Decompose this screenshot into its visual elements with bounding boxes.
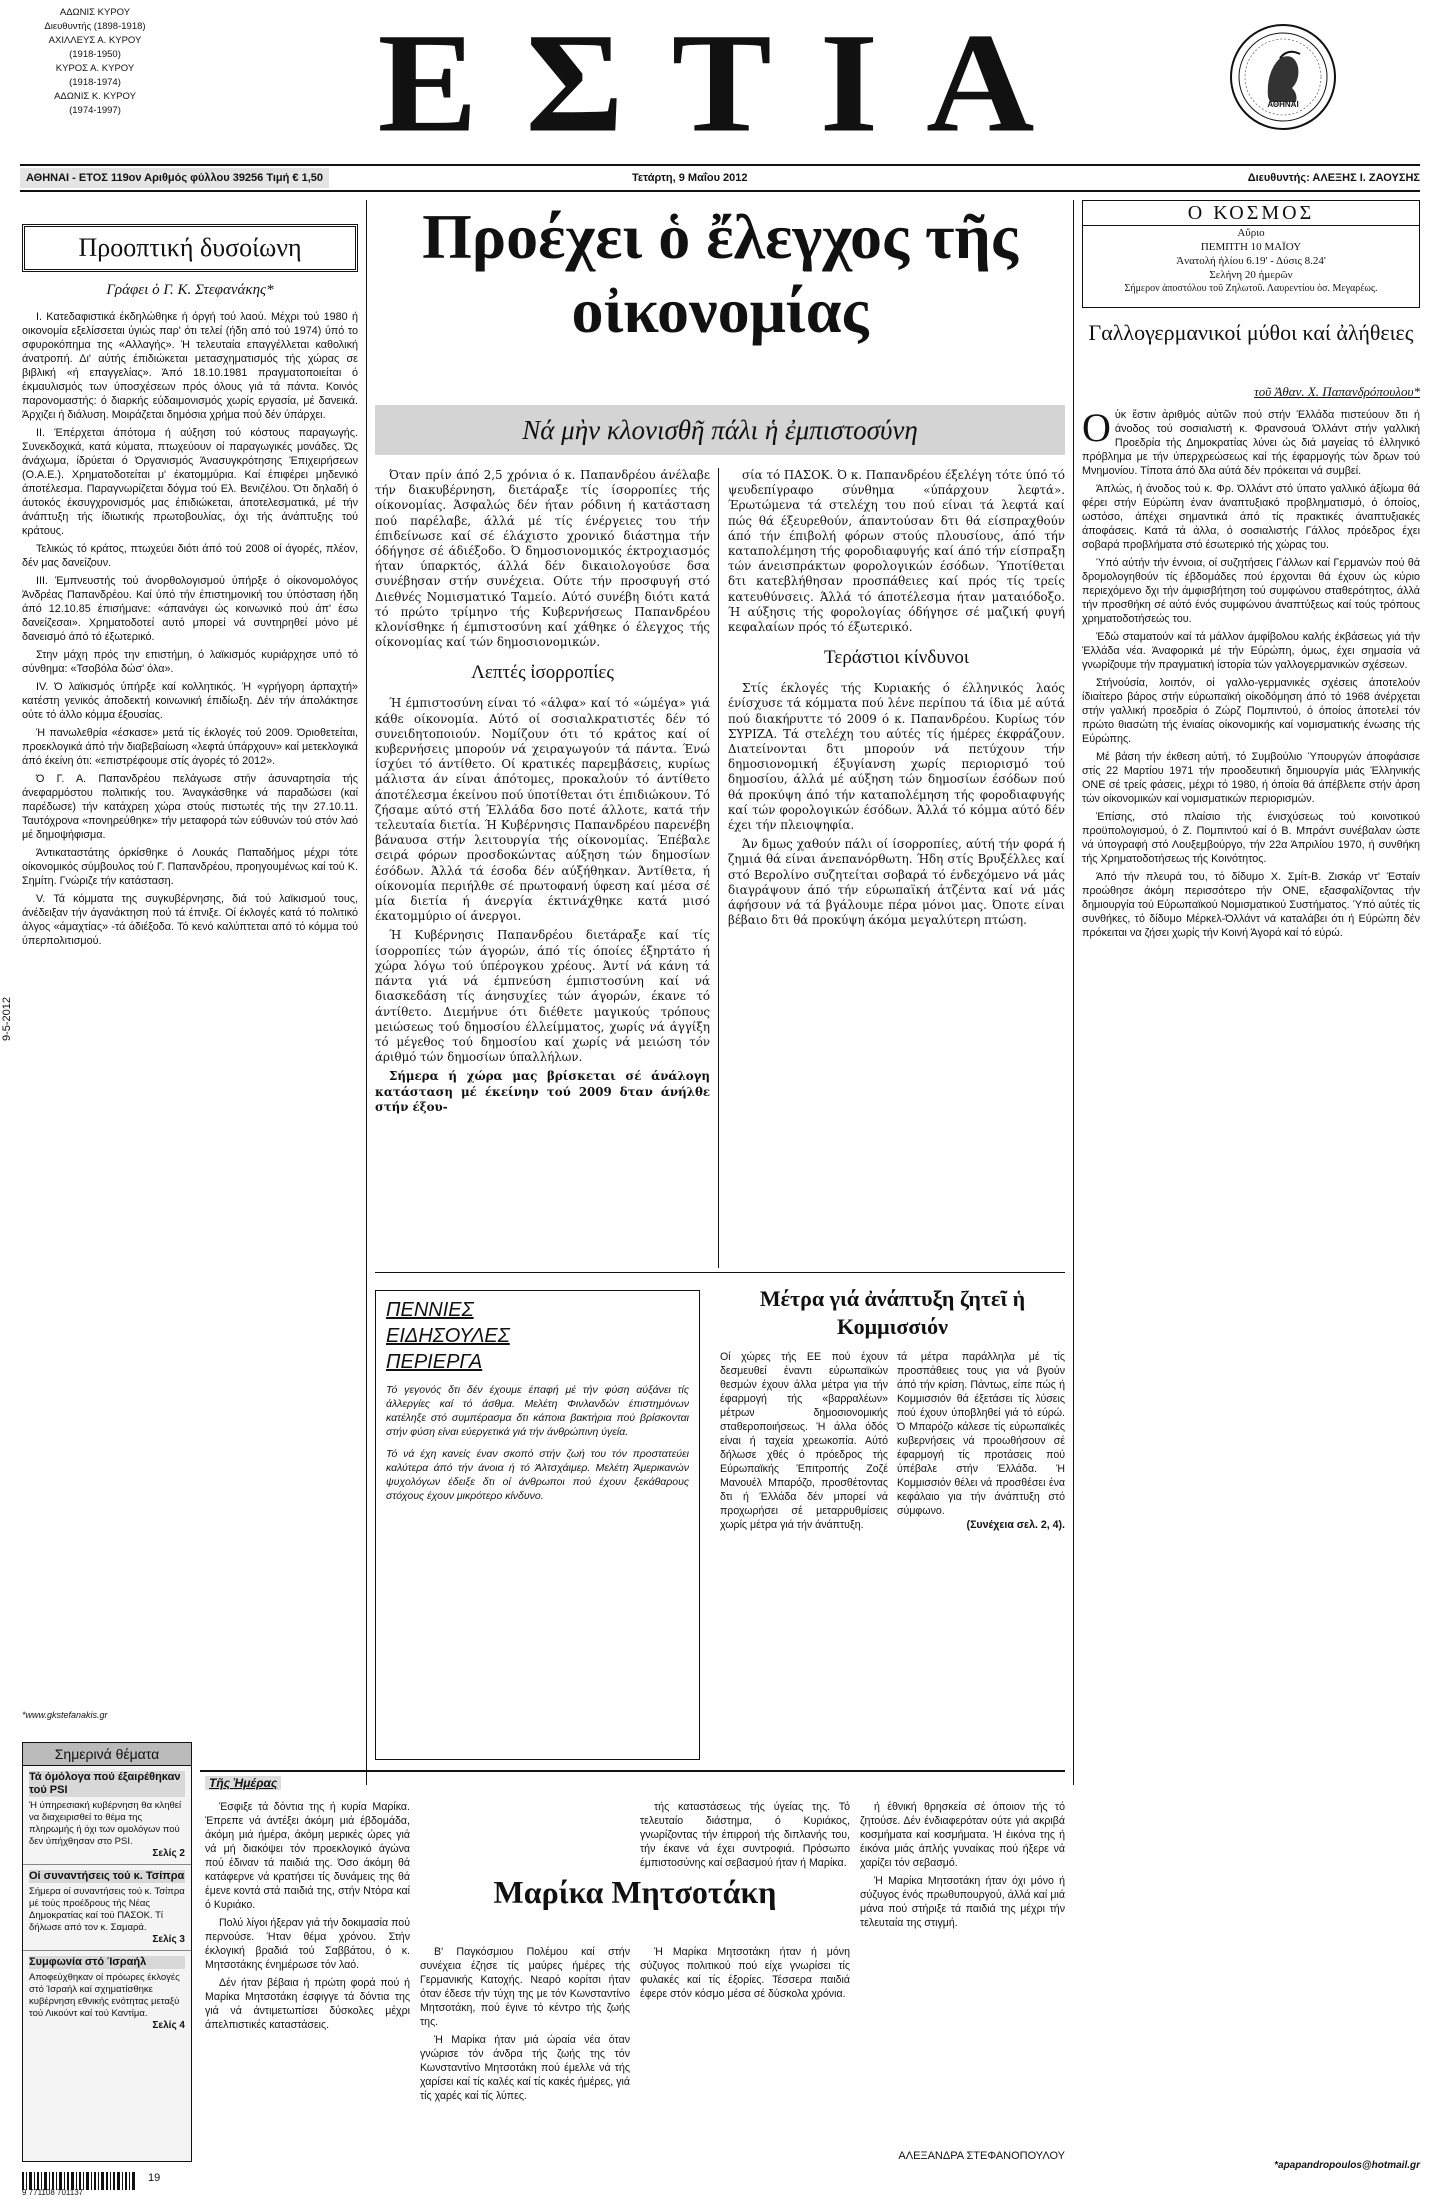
founder-line: ΚΥΡΟΣ Α. ΚΥΡΟΥ <box>55 63 135 74</box>
paragraph: Έσφιξε τά δόντια της ή κυρία Μαρίκα. Έπρεπε νά άντέξει άκόμη μιά έβδομάδα, άκόμη μιά ήμέρα, άκόμη μερικές ώρες γιά νά μή διακόψει τόν προεκλογικό άγώνα πού έδιναν τά παιδιά της. Όσο άκόμη θά κατάφερνε νά κρατήσει τίς δυνάμεις της θά έμενε κοντά στά παιδιά της, στήν Ντόρα καί ό Κυριάκο. <box>205 1801 410 1911</box>
imeras-label: Τῆς Ἡμέρας <box>205 1776 281 1790</box>
left-column-footnote: *www.gkstefanakis.gr <box>22 1710 108 1720</box>
contents-box <box>22 1742 192 2162</box>
founder-line: (1918-1974) <box>69 77 121 88</box>
paragraph: Ή Μαρίκα Μητσοτάκη ήταν ή μόνη σύζυγος πολιτικού πού είχε γνωρίσει τίς φυλακές καί τίς έξορίες. Τέσσερα παιδιά έφερε στόν κόσμο μέσα σέ δύσκολα χρόνια. <box>640 1946 850 2000</box>
paragraph: V. Τά κόμματα της συγκυβέρνησης, διά τού λαϊκισμού τους, άνέδειξαν τήν άγανάκτηση πού τά έπνιξε. Οί έκλογές κατά τό πολιτικό άλγος «άμαχτίας» -τά άδιέξοδα. Τό κενό καλύπτεται από τό κόμμα τού ύπερπολιτισμού. <box>22 893 358 947</box>
left-column-byline: Γράφει ὁ Γ. Κ. Στεφανάκης* <box>106 282 274 298</box>
paragraph: Στην μάχη πρός την επιστήμη, ό λαϊκισμός κυριάρχησε υπό τό σύνθημα: «Τσοβόλα δώσ' όλα». <box>22 649 358 675</box>
left-column-body <box>22 310 358 1695</box>
paragraph: ὑκ ἔστιν ἀριθμός αὐτῶν πού στήν Έλλάδα πιστεύουν δτι ή άνοδος τού σοσιαλιστή κ. Φρανσουά Όλλάντ στήν γαλλική Προεδρία τής Δημοκρατίας λύνει ώς διά μαγείας τό έλληνικό πρόβλημα με τήν ύπερχρεώσεως καί τής έφαρμογής τών δρων τού Μνημονίου. Τίποτα άπό δλα αύτά δέν πρόκειται νά συμβεί. <box>1082 409 1420 477</box>
imeras-signature: ΑΛΕΞΑΝΔΡΑ ΣΤΕΦΑΝΟΠΟΥΛΟΥ <box>898 2150 1065 2162</box>
imeras-column-4 <box>860 1800 1065 2145</box>
paragraph: Ή Κυβέρνησις Παπανδρέου διετάραξε καί τίς ίσορροπίες τών άγορών, άπό τίς όποίες έξηρτάτο ή χώρα λόγω τού ύπέρογκου χρέους. Άντί νά κάνη τά πάντα γιά νά έμπνεύση έμπιστοσύνη καί νά διασκεδάση τίς άνησυχίες τών άγορών, έκανε τό άντίθετο. Διεμήνυε ότι διέθετε μαγικούς τρόπους μειώσεως τού δημοσίου έλλείμματος, χωρίς νά άγγίξη τό μέγεθος τού δημοσίου καί χωρίς νά μειώση τόν άριθμό τών δημοσίων ύπαλλήλων. <box>375 928 710 1065</box>
paragraph: τής καταστάσεως τής ύγείας της. Τό τελευταίο διάστημα, ό Κυριάκος, γνωρίζοντας τήν έπιρροή τής διπλανής του, τήν έκανε νά έχει συντροφιά. Πρόσωπο έμπιστοσύνης καί σεβασμού ήταν ή Μαρίκα. <box>640 1801 850 1869</box>
paragraph: Τελικώς τό κράτος, πτωχεύει διότι άπό τού 2008 οί άγορές, πλέον, δέν μας δανείζουν. <box>22 543 358 569</box>
paragraph: Άπλώς, ή άνοδος τού κ. Φρ. Όλλάντ στό ύπατο γαλλικό άξίωμα θά φέρει στήν Εύρώπη έναν άναπτυξιακό προβληματισμό, ό όποίος, ωστόσο, άπέχει σημαντικά άπό τίς πρακτικές άναπτυξιακές άποφάσεις. Κατά τά άλλα, ό σοσιαλιστής Γάλλος πρόεδρος έχει σοβαρά προβλήματα στό έσωτερικό τής χώρας του. <box>1082 483 1420 551</box>
kosmos-line: Σελήνη 20 ἡμερῶν <box>1209 269 1293 281</box>
newspaper-title: ΕΣΤΙΑ <box>377 4 1083 162</box>
paragraph: Β' Παγκόσμιου Πολέμου καί στήν συνέχεια έζησε τίς μαύρες ήμέρες τής Γερμανικής Κατοχής. Νεαρό κορίτσι ήταν όταν έδεσε τήν τύχη της με τόν Κωνσταντίνο Μητσοτάκη, πού έγινε τό κέντρο τής ζωής της. <box>420 1946 630 2028</box>
contents-item-page: Σελίς 3 <box>152 1934 185 1945</box>
director-name: Διευθυντής: ΑΛΕΞΗΣ Ι. ΖΑΟΥΣΗΣ <box>1247 172 1420 184</box>
pennies-title-line: ΕΙΔΗΣΟΥΛΕΣ <box>386 1325 510 1347</box>
imeras-top-rule <box>200 1770 1065 1772</box>
masthead-rule <box>20 164 1420 166</box>
paragraph: Στήνούσία, λοιπόν, οί γαλλο-γερμανικές σχέσεις άποτελούν ίδιαίτερο βάρος στήν εύρωπαϊκή οίκοδόμηση άπό τό 1968 άνέρχεται στήν γαλλική προεδρία ό Ζώρζ Πομπιντού, ό όποίος άποτελεί τόν πρώτο θιασώτη τής ένιαίας οίκονομικής καί νομισματικής ένωσης τής Εύρώπης. <box>1082 677 1420 745</box>
imeras-column-2 <box>420 1945 630 2195</box>
kosmos-line: Σήμερον ἀποστόλου τοῦ Ζηλωτοῦ. Λαυρεντίου ὁσ. Μεγαρέως. <box>1124 283 1378 294</box>
kosmos-box <box>1082 200 1420 308</box>
paragraph: Όταν πρίν άπό 2,5 χρόνια ό κ. Παπανδρέου άνέλαβε τήν διακυβέρνηση, διετάραξε τίς ίσορροπίες τής οίκονομίας. Άσφαλώς δέν ήταν ρόδινη ή κατάσταση πού παρέλαβε, άλλά μέ τίς ένέργειες του τήν έπιδείνωσε καί σέ έλάχιστο χρονικό διάστημα τήν όδήγησε σέ άδιέξοδο. Ό δημοσιονομικός έκτροχιασμός ήταν ύπαρκτός, άλλά δέν δικαιολογούσε δσα συνέβησαν στήν συνέχεια. Ούτε τήν προσφυγή στό Διεθνές Νομισματικό Ταμείο. Αύτό συνέβη διότι κατά τό πρώτο τρίμηνο τής Κυβερνήσεως Παπανδρέου κλονίσθηκε ή έμπιστοσύνη καί χάθηκε ό έλεγχος τής οίκονομίας καί τών δημοσιονομικών. <box>375 468 710 650</box>
founder-line: (1974-1997) <box>69 105 121 116</box>
contents-item-text: Ή ύπηρεσιακή κυβέρνηση θα κληθεί να διαχειρισθεί το θέμα της πληρωμής ή όχι των ομολόγων πού δεν ύπήχθησαν στο PSI. <box>29 1800 182 1847</box>
contents-item[interactable] <box>23 1865 191 1951</box>
paragraph: Στίς έκλογές τής Κυριακής ό έλληνικός λαός ένίσχυσε τά κόμματα πού λένε περίπου τά ίδια μέ αύτά πού διακήρυττε τό 2009 ό κ. Παπανδρέου. Κυρίως τόν ΣΥΡΙΖΑ. Τά στελέχη του αύτές τίς ήμέρες έκφράζουν. Διατείνονται δτι μπορούν νά πετύχουν τήν δημοσιονομική έξυγίανση χωρίς περιορισμό τού δημοσίου, άλλά μέ αύξηση τών δημοσίων έσόδων πού θά προκύψη άπό τήν καταπολέμηση τής φοροδιαφυγής καί τών φορολογικών έσόδων. Άλλά τό κόμμα αύτό δέν έχει τήν πλειοψηφία. <box>728 681 1065 833</box>
contents-item-text: Αποφεύχθηκαν οί πρόωρες έκλογές στό Ίσραήλ καί σχηματίσθηκε κυβέρνηση εθνικής ενότητας μεταξύ τού Λικούντ καί τού Καντίμα. <box>29 1972 180 2019</box>
founder-line: ΑΧΙΛΛΕΥΣ Α. ΚΥΡΟΥ <box>48 35 142 46</box>
lead-bottom-rule <box>375 1272 1065 1273</box>
kosmos-line: Ἀνατολή ἡλίου 6.19' - Δύσις 8.24' <box>1176 255 1326 267</box>
founder-line: Διευθυντής (1898-1918) <box>44 21 146 32</box>
issue-date: Τετάρτη, 9 Μαΐου 2012 <box>632 172 748 184</box>
right-column-byline: τοῦ Ἀθαν. Χ. Παπανδρόπουλου* <box>1254 384 1420 399</box>
paragraph: Δέν ήταν βέβαια ή πρώτη φορά πού ή Μαρίκα Μητσοτάκη έσφιγγε τά δόντια της γιά νά άντιμετωπίσει δύσκολες μέχρι άπελπιστικές καταστάσεις. <box>205 1977 410 2031</box>
paragraph: Σήμερα ή χώρα μας βρίσκεται σέ άνάλογη κατάσταση μέ έκείνην τού 2009 δταν άνήλθε στήν έξου- <box>375 1069 710 1114</box>
right-column-body <box>1082 405 1420 2153</box>
lead-headline: Προέχει ὁ ἔλεγχος τῆς οἰκονομίας <box>422 201 1018 346</box>
column-divider <box>366 200 367 1785</box>
imeras-column-3 <box>640 1800 850 1869</box>
paragraph: Άν δμως χαθούν πάλι οί ίσορροπίες, αύτή τήν φορά ή ζημιά θά είναι άνεπανόρθωτη. Ήδη στίς Βρυξέλλες καί στό Βερολίνο συζητείται σοβαρά τό ένδεχόμενο νά μάς διαγράψουν άπό τήν εύρωπαϊκή άτζέντα καί νά μάς άφήσουν νά τά βγάλουμε πέρα μόνοι μας. Όποτε είναι βέβαιο δτι θά προκύψη άκόμα μεγαλύτερη πτώση. <box>728 837 1065 928</box>
lead-subtitle-2: Τεράστιοι κίνδυνοι <box>824 647 969 669</box>
contents-item[interactable] <box>23 1766 191 1865</box>
imeras-title: Μαρίκα Μητσοτάκη <box>493 1874 777 1910</box>
pennies-item: Τό νά έχη κανείς έναν σκοπό στήν ζωή του τόν προστατεύει καλύτερα άπό τήν άνοια ή τό Άλτσχάιμερ. Μελέτη Άμερικανών ψυχολόγων έδειξε δτι οί άνθρωποι πού έχουν ξεκάθαρους στόχους έχουν μικρότερο κίνδυνο. <box>386 1448 689 1502</box>
kosmos-title: Ο ΚΟΣΜΟΣ <box>1083 201 1419 226</box>
paragraph: Ή έμπιστοσύνη είναι τό «άλφα» καί τό «ώμέγα» γιά κάθε οίκονομία. Αύτό οί σοσιαλκρατιστές δέν τό συνειδητοποιούν. Νομίζουν ότι τό κράτος καί οί κυβερνήσεις μπορούν νά χειραγωγούν τά πάντα. Ένώ ίσχύει τό άντίθετο. Οί κρατικές παρεμβάσεις, κυρίως μάλιστα άν είναι άπότομες, προκαλούν τό άντίθετο άποτέλεσμα έκείνου πού ύποτίθεται ότι έπιδιώκουν. Τό ζήσαμε αύτό στή Έλλάδα δσο ποτέ άλλοτε, κατά τήν τελευταία διετία. Ή Κυβέρνησις Παπανδρέου παρενέβη βάναυσα στήν λειτουργία τής οίκονομίας. Έπέβαλε σειρά φόρων προσδοκώντας αύξηση τών δημοσίων έσόδων. Άλλά τά έσοδα δέν αύξήθηκαν. Άντίθετα, ή οίκονομία περιήλθε σέ πρωτοφανή ύφεση καί μέσα σέ μία διετία ή άνεργία έκτινάχθηκε κατά μισό έκατομμύριο οί άνεργοι. <box>375 696 710 924</box>
metra-ref: (Συνέχεια σελ. 2, 4). <box>966 1519 1065 1531</box>
contents-item[interactable] <box>23 1951 191 2036</box>
right-column-title: Γαλλογερμανικοί μύθοι καί ἀλήθειες <box>1088 320 1414 345</box>
paragraph: Άντικαταστάτης όρκίσθηκε ό Λουκάς Παπαδήμος μέχρι τότε οίκονομικός σύμβουλος τού Γ. Παπανδρέου, προηγουμένως καί τού Κ. Σημίτη. Γνώριζε τήν κατάσταση. <box>22 847 358 887</box>
lead-subtitle-1: Λεπτές ἰσορροπίες <box>471 662 614 684</box>
barcode-issue: 19 <box>148 2172 161 2184</box>
paragraph: Ό Γ. Α. Παπανδρέου πελάγωσε στήν άσυναρτησία τής άνεφαρμόστου πολιτικής του. Άναγκάσθηκε νά παραδώσει (καί παρέδωσε) τήν κατάχρεη χώρα στούς πιστωτές τής την 27.10.11. Ταυτόχρονα «πονηρεύθηκε» τήν μεταφορά τών εύθυνών τού στόν λαό μέ δημοψήφισμα. <box>22 773 358 841</box>
lead-column-2 <box>728 468 1065 1258</box>
paragraph: Άπό τήν πλευρά του, τό δίδυμο Χ. Σμίτ-Β. Ζισκάρ ντ' Έσταίν προώθησε άκόμη περισσότερο τήν ΟΝΕ, εξασφαλίζοντας τήν δημιουργία τού Εύρωπαϊκού Νομισματικού Συστήματος. Ύπό αύτές τίς συνθήκες, τό δίδυμο Μέρκελ-Όλλάντ νά καταλάβει ότι ή Εύρώπη δέν πρόκειται να ζήσει χωρίς τήν Κοινή Άγορά καί τό εύρώ. <box>1082 871 1420 939</box>
contents-item-page: Σελίς 2 <box>152 1848 185 1859</box>
founder-line: ΑΔΩΝΙΣ Κ. ΚΥΡΟΥ <box>54 91 136 102</box>
paragraph: Ή Μαρίκα ήταν μιά ώραία νέα όταν γνώρισε τόν άνδρα τής ζωής της τόν Κωνσταντίνο Μητσοτάκη πού έμελλε νά τής χαρίσει καί τίς καλές καί τίς κακές ήμέρες, γιά τίς χαρές καί τίς λύπες. <box>420 2034 630 2102</box>
lead-subhead-box <box>375 405 1065 455</box>
lead-divider <box>718 468 719 1268</box>
metra-title: Μέτρα γιά ἀνάπτυξη ζητεῖ ἡ Κομμισσιόν <box>759 1286 1026 1339</box>
paragraph: Μέ βάση τήν έκθεση αύτή, τό Συμβούλιο Ύπουργών άποφάσισε στίς 22 Μαρτίου 1971 τήν προοδευτική δημιουργία μιάς Έλληνικής ΟΝΕ σέ τρείς φάσεις, μέχρι τό 1980, ή όποία θά άπέβλεπε στήν άρση τών οίκονομικών καί νομισματικών περιορισμών. <box>1082 751 1420 805</box>
metra-column-2 <box>897 1350 1065 1770</box>
founders-list <box>20 6 170 118</box>
contents-item-text: Σήμερα οί συναντήσεις τού κ. Τσίπρα μέ τούς προέδρους τής Νέας Δημοκρατίας καί τού ΠΑΣΟΚ. Τί δήλωσε από τον κ. Σαμαρά. <box>29 1886 185 1933</box>
seal-text: ΑΘΗΝΑΙ <box>1267 100 1299 109</box>
side-date: 9-5-2012 <box>1 996 13 1041</box>
contents-item-head: Οί συναντήσεις τού κ. Τσίπρα <box>29 1870 185 1882</box>
paragraph: II. Έπέρχεται άπότομα ή αύξηση τού κόστους παραγωγής. Συνεκδοχικά, κατά κύματα, πτωχεύουν οί παραγωγικές μονάδες. Ώς άνάχωμα, ίδρύεται ό Όργανισμός Άνασυγκρότησης Έπιχειρήσεων (Ο.Α.Ε.). Χρηματοδοτείται μ' έκατομμύρια. Καί έπιφέρει μηδενικό άποτέλεσμα. Παραγνωρίζεται δόγμα τού Ελ. Βενιζέλου. Ότι δηλαδή ό άυτοκός έκσυγχρονισμός μας έπιδιώκεται, άποτελεσματικά, μέ τήν άνάπτυξη τής ίδιωτικής πρωτοβουλίας, όχι τής άνάπτυξης τού κράτους. <box>22 427 358 537</box>
paragraph: III. Έμπνευστής τού άνορθολογισμού ύπήρξε ό οίκονομολόγος Άνδρέας Παπανδρέου. Καί ύπό τήν έπιστημονική του ύπόσταση ήδη άπό 12.10.85 έπισήμανε: «άπανάγει ώς κοινωνικό πού άπ' έσω δανείζεσαι». Χρηματοδοτεί αυτό μπορεί νά συντηρηθεί μόνο μέ δανεισμό άπό τό έξωτερικό. <box>22 575 358 643</box>
metra-column-1: Οί χώρες τής ΕΕ πού έχουν δεσμευθεί έναντι εύρωπαϊκών θεσμών έχουν άλλα μέτρα για τήν έφαρμογή τής «βαρραλέων» μέτρων δημοσιονομικής σταθεροποιήσεως. Ή άλλα όδός είναι ή ταχεία χρεωκοπία. Αύτό δήλωσε χθές ό πρόεδρος τής Εύρωπαϊκής Έπιτροπής Ζοζέ Μανουέλ Μπαρόζο, προσθέτοντας δτι ή Έλλάδα δέν μπορεί νά προχωρήσει σέ μεταρρυθμίσεις χωρίς μέτρα γιά τήν άνάπτυξη. <box>720 1351 888 1531</box>
paragraph: Έδώ σταματούν καί τά μάλλον άμφίβολου καλής έκβάσεως γιά τήν Έλλάδα νέα. Άναφορικά μέ τήν Εύρώπη, όμως, έχει σημασία νά γνωρίζουμε τήν πραγματική ίστορία τών γαλλογερμανικών σχέσεων. <box>1082 631 1420 671</box>
paragraph: σία τό ΠΑΣΟΚ. Ό κ. Παπανδρέου έξελέγη τότε ύπό τό ψευδεπίγραφο σύνθημα «ύπάρχουν λεφτά». Έρωτώμενα τά στελέχη του πού είναι τά λεφτά καί πώς θά έξευρεθούν, άπαντούσαν δτι θά είσπραχθούν άπό τήν έπιβολή φόρων στούς πλουσίους, άπό τήν καταπολέμηση τής φοροδιαφυγής καί άπό τήν είσπραξη τών άνεισπράκτων φορολογικών έσόδων. Ύποτίθεται δτι κατεβλήθησαν προσπάθειες καί πρός τίς τρείς κατευθύνσεις. Άλλά τό άποτέλεσμα ήταν ματαιόδοξο. Ή αύξησις τής φορολογίας όδήγησε σέ μαζική φυγή κεφαλαίων πρός τό έξωτερικό. <box>728 468 1065 635</box>
kosmos-line: Αὔριο <box>1237 227 1265 239</box>
kosmos-line: ΠΕΜΠΤΗ 10 ΜΑΪΟΥ <box>1200 241 1302 253</box>
column-divider <box>1073 200 1074 1785</box>
pennies-item: Τό γεγονός δτι δέν έχουμε έπαφή μέ τήν φύση αύξάνει τίς άλλεργίες καί τό άσθμα. Μελέτη Φινλανδών έπιστημόνων κατέληξε στό συμπέρασμα δτι κάποια βακτήρια πού βρίσκονται στήν φύση είναι εύεργετικά γιά τήν άνθρώπινη ύγεία. <box>386 1384 689 1438</box>
paragraph: Ή Μαρίκα Μητσοτάκη ήταν όχι μόνο ή σύζυγος ένός πρωθυπουργού, άλλά καί μιά μάνα πού στήριξε τά παιδιά της μέχρι τήν τελευταία της στιγμή. <box>860 1875 1065 1929</box>
founder-line: ΑΔΩΝΙΣ ΚΥΡΟΥ <box>59 7 131 18</box>
imeras-column-1 <box>205 1800 410 2190</box>
barcode <box>22 2172 192 2196</box>
lead-subhead: Νά μὴν κλονισθῆ πάλι ἡ ἐμπιστοσύνη <box>522 415 918 445</box>
imeras-column-3b <box>640 1945 850 2195</box>
pennies-title-line: ΠΕΡΙΕΡΓΑ <box>386 1351 483 1373</box>
lead-column-1 <box>375 468 710 1268</box>
paragraph: IV. Ό λαϊκισμός ύπήρξε καί κολλητικός. Ή «γρήγορη άρπαχτή» κατέστη γενικός άποδεκτή κοινωνική έπιδίωξη. Δέν τήν άπολάκτησε oύτε τό άλλο κόμμα έξουσίας. <box>22 681 358 721</box>
masthead-rule-bottom <box>20 190 1420 192</box>
right-column-footnote: *apapandropoulos@hotmail.gr <box>1274 2160 1420 2171</box>
contents-item-head: Τά όμόλογα πού έξαιρέθηκαν τού PSI <box>29 1771 185 1797</box>
edition-info: ΑΘΗΝΑΙ - ΕΤΟΣ 119ον Αριθμός φύλλου 39256 Τιμή € 1,50 <box>20 168 329 188</box>
pennies-title <box>376 1291 699 1381</box>
paragraph: ή έθνική θρησκεία σέ όποιον τής τό ζητούσε. Δέν ένδιαφερόταν ούτε γιά ακριβά κοσμήματα καί κοσμήματα. Ή έικόνα της ή έικόνα μιάς άπλής γυναίκας πού ήξερε νά χαρίζει τόν σεβασμό. <box>860 1801 1065 1869</box>
left-column-title: Προοπτική δυσοίωνη <box>78 233 302 262</box>
paragraph: Ύπό αύτήν τήν έννοια, οί συζητήσεις Γάλλων καί Γερμανών πού θά δρομολογηθούν τίς έβδομάδες πού έρχονται θά έχουν ώς κύριο περιεχόμενο δχι τήν άμφισβήτηση τού συμφώνου σταθερότητος, άλλά τήν προσθήκη σέ αύτό ένός συμφώνου άναπτύξεως καί τούς τρόπους χρηματοδοτήσεώς του. <box>1082 557 1420 625</box>
contents-item-head: Συμφωνία στό Ίσραήλ <box>29 1956 185 1969</box>
athena-seal-icon <box>1228 22 1338 132</box>
paragraph: Ή πανωλεθρία «έσκασε» μετά τίς έκλογές τού 2009. Όριοθετείται, προεκλογικά άπό τήν διαβεβαίωση «λεφτά ύπάρχουν» καί μετεκλογικά άπό έκείνη ότι: «επιστρέφουμε στίς άγορές τό 2012». <box>22 727 358 767</box>
founder-line: (1918-1950) <box>69 49 121 60</box>
paragraph: Έπίσης, στό πλαίσιο τής ένισχύσεως τού κοινοτικού προϋπολογισμού, ό Ζ. Πομπιντού καί ό Β. Μπράντ συνέβαλαν ώστε νά ύπογραφή στό Λουξεμβούργο, τήν 22α Άπριλίου 1970, ή συνθήκη τής Χρηματοδοτήσεως τής Κοινότητος. <box>1082 811 1420 865</box>
left-column-title-box <box>22 224 358 272</box>
metra-text: τά μέτρα παράλληλα μέ τίς προσπάθειες τους για νά βγούν άπό τήν κρίση. Πάντως, είπε πώς ή Κομμισσιόν θά έξετάσει τίς λύσεις πού έχουν ύποβληθεί γιά τό εύρώ. Ό Μπαρόζο κάλεσε τίς εύρωπαϊκές κυβερνήσεις νά προωθήσουν σέ έφαρμογή τίς προτάσεις πού ύπέβαλε στήν Έλλάδα. Ή Κομμισσιόν θέλει νά προσθέσει ένα κεφάλαιο για τήν άνάπτυξη στό σύμφωνο. <box>897 1351 1065 1517</box>
pennies-box <box>375 1290 700 1760</box>
paragraph: Πολύ λίγοι ήξεραν γιά τήν δοκιμασία πού περνούσε. Ήταν θέμα χρόνου. Στήν έκλογική βραδιά τού Σαββάτου, ό κ. Μητσοτάκης ένημέρωσε τόν λαό. <box>205 1917 410 1971</box>
masthead-info-bar <box>20 168 1420 188</box>
contents-title: Σημερινά θέματα <box>23 1743 191 1766</box>
dropcap: Ο <box>1082 405 1111 450</box>
contents-item-page: Σελίς 4 <box>152 2020 185 2031</box>
paragraph: I. Κατεδαφιστικά έκδηλώθηκε ή όργή τού λαού. Μέχρι τού 1980 ή οικονομία εξελίσσεται ύγιώς παρ' ότι τελεί (ήδη από τού 1974) ύπό το σφυροκόπημα της «Αλλαγής». Ή τελευταία επαγγέλλεται καθολική άνατροπή. Δι' αύτής έπιδιώκεται μετασχηματισμός τής χώρας σε βιβλική «ή επαγγελίας». Άπό 18.10.1981 πραγματοποιείται ό έκμαυλισμός των ύποσχέσεων πρός όλους γιά τά πάντα. Κοινός παρονομαστής: ό διαρκής εύδαιμονισμός χωρίς εργασία, μέ δανεικά. Άρχιζει ή διάλυση. Μοιράζεται δημόσια χρήμα πού δέν ύπάρχει. <box>22 311 358 421</box>
barcode-digits: 9 771108 701137 <box>22 2188 84 2197</box>
pennies-title-line: ΠΕΝΝΙΕΣ <box>386 1299 474 1321</box>
